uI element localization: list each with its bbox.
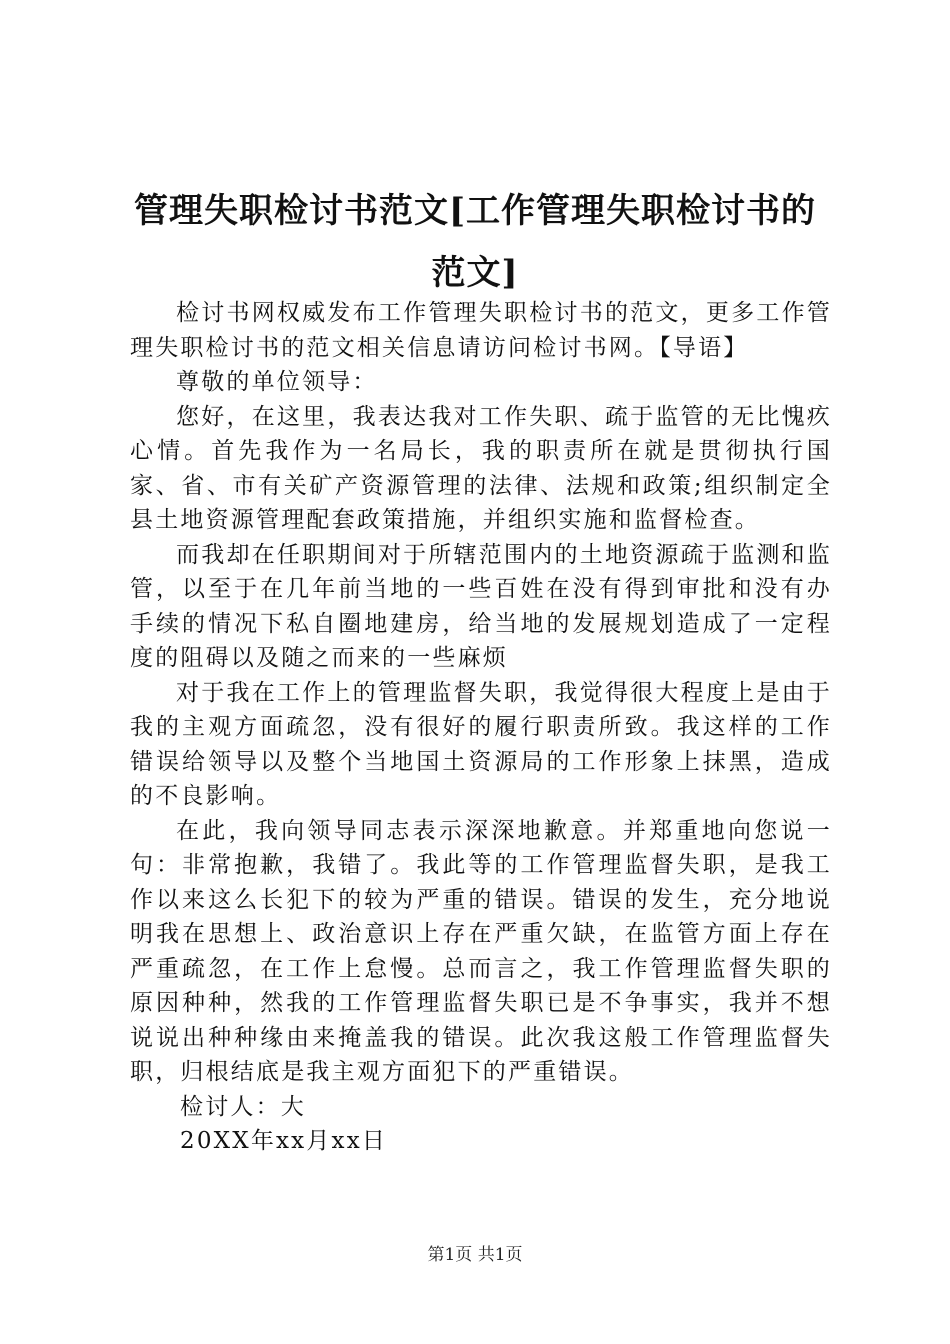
page-footer: 第1页 共1页 xyxy=(427,1245,523,1265)
salutation: 尊敬的单位领导： xyxy=(176,369,378,395)
body-paragraph: 您好，在这里，我表达我对工作失职、疏于监管的无比愧疚心情。首先我作为一名局长，我的职责所在就是贯彻执行国家、省、市有关矿产资源管理的法律、法规和政策;组织制定全县土地资源管理配套政策措施，并组织实施和监督检查。 xyxy=(130,403,832,533)
signature: 检讨人：大 xyxy=(180,1093,306,1120)
document-body xyxy=(130,296,832,1159)
document-title: 管理失职检讨书范文[工作管理失职检讨书的范文] xyxy=(133,191,817,293)
intro-paragraph: 检讨书网权威发布工作管理失职检讨书的范文，更多工作管理失职检讨书的范文相关信息请访问检讨书网。【导语】 xyxy=(130,300,832,361)
body-paragraph: 在此，我向领导同志表示深深地歉意。并郑重地向您说一句：非常抱歉，我错了。我此等的工作管理监督失职，是我工作以来这么长犯下的较为严重的错误。错误的发生，充分地说明我在思想上、政治意识上存在严重欠缺，在监管方面上存在严重疏忽，在工作上怠慢。总而言之，我工作管理监督失职的原因种种，然我的工作管理监督失职已是不争事实，我并不想说说出种种缘由来掩盖我的错误。此次我这般工作管理监督失职，归根结底是我主观方面犯下的严重错误。 xyxy=(130,817,832,1085)
signature-date: 20XX年xx月xx日 xyxy=(180,1128,388,1154)
body-paragraph: 而我却在任职期间对于所辖范围内的土地资源疏于监测和监管，以至于在几年前当地的一些百姓在没有得到审批和没有办手续的情况下私自圈地建房，给当地的发展规划造成了一定程度的阻碍以及随之而来的一些麻烦 xyxy=(130,541,832,671)
body-paragraph: 对于我在工作上的管理监督失职，我觉得很大程度上是由于我的主观方面疏忽，没有很好的履行职责所致。我这样的工作错误给领导以及整个当地国土资源局的工作形象上抹黑，造成的不良影响。 xyxy=(130,679,832,809)
